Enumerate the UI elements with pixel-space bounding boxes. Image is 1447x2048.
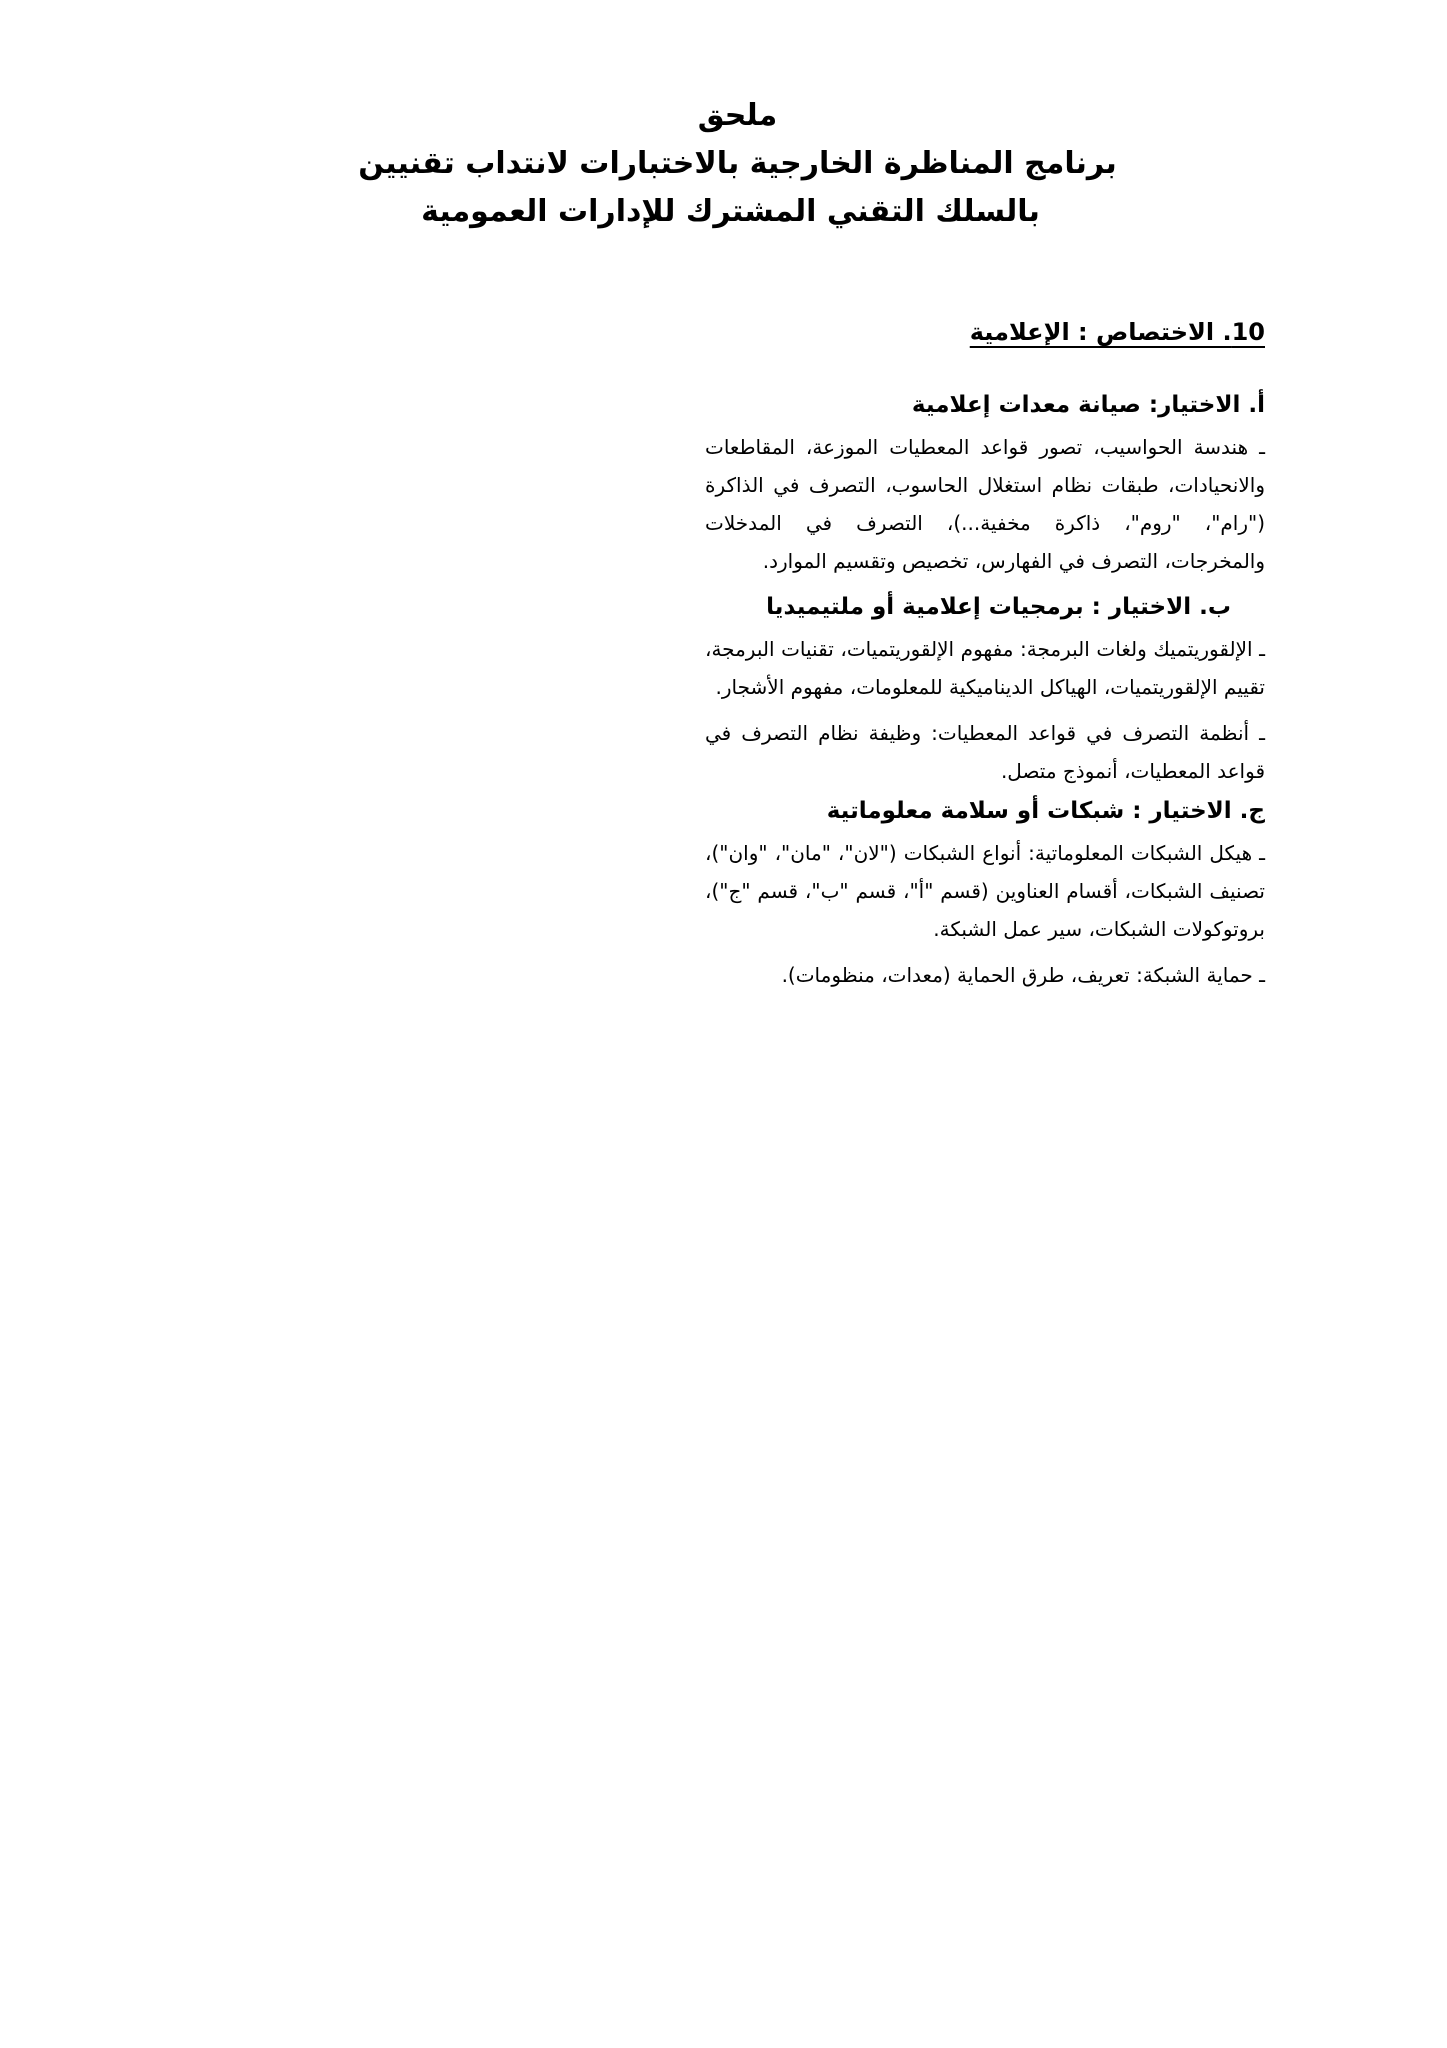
choice-c-paragraph-1: ـ هيكل الشبكات المعلوماتية: أنواع الشبكات ("لان"، "مان"، "وان")، تصنيف الشبكات، أقسام العناوين (قسم "أ"، قسم "ب"، قسم "ج")، بروتوكولات الشبكات، سير عمل الشبكة. <box>705 841 1265 941</box>
choice-title-b: ب. الاختيار : برمجيات إعلامية أو ملتيميديا <box>766 594 1231 620</box>
program-subtitle: بالسلك التقني المشترك للإدارات العمومية <box>421 194 1040 229</box>
choice-b-paragraph-2: ـ أنظمة التصرف في قواعد المعطيات: وظيفة نظام التصرف في قواعد المعطيات، أنموذج متصل. <box>705 721 1265 783</box>
program-title: برنامج المناظرة الخارجية بالاختبارات لانتداب تقنيين <box>358 146 1117 181</box>
choice-section-b <box>705 594 1265 790</box>
document-body <box>705 318 1265 1002</box>
choice-title-c: ج. الاختيار : شبكات أو سلامة معلوماتية <box>826 798 1265 824</box>
specialty-title: 10. الاختصاص : الإعلامية <box>969 318 1265 346</box>
choice-section-c <box>705 798 1265 994</box>
annex-title: ملحق <box>697 98 778 133</box>
choice-c-paragraph-2: ـ حماية الشبكة: تعريف، طرق الحماية (معدات، منظومات). <box>781 963 1265 987</box>
document-header <box>0 92 1447 236</box>
choice-b-paragraph-1: ـ الإلقوريتميك ولغات البرمجة: مفهوم الإلقوريتميات، تقنيات البرمجة، تقييم الإلقوريتميات، الهياكل الديناميكية للمعلومات، مفهوم الأشجار. <box>705 637 1265 699</box>
choice-a-paragraph: ـ هندسة الحواسيب، تصور قواعد المعطيات الموزعة، المقاطعات والانحيادات، طبقات نظام استغلال الحاسوب، التصرف في الذاكرة ("رام"، "روم"، ذاكرة مخفية...)، التصرف في المدخلات والمخرجات، التصرف في الفهارس، تخصيص وتقسيم الموارد. <box>705 435 1265 573</box>
choice-section-a <box>705 392 1265 580</box>
choice-title-a: أ. الاختيار: صيانة معدات إعلامية <box>911 392 1265 418</box>
